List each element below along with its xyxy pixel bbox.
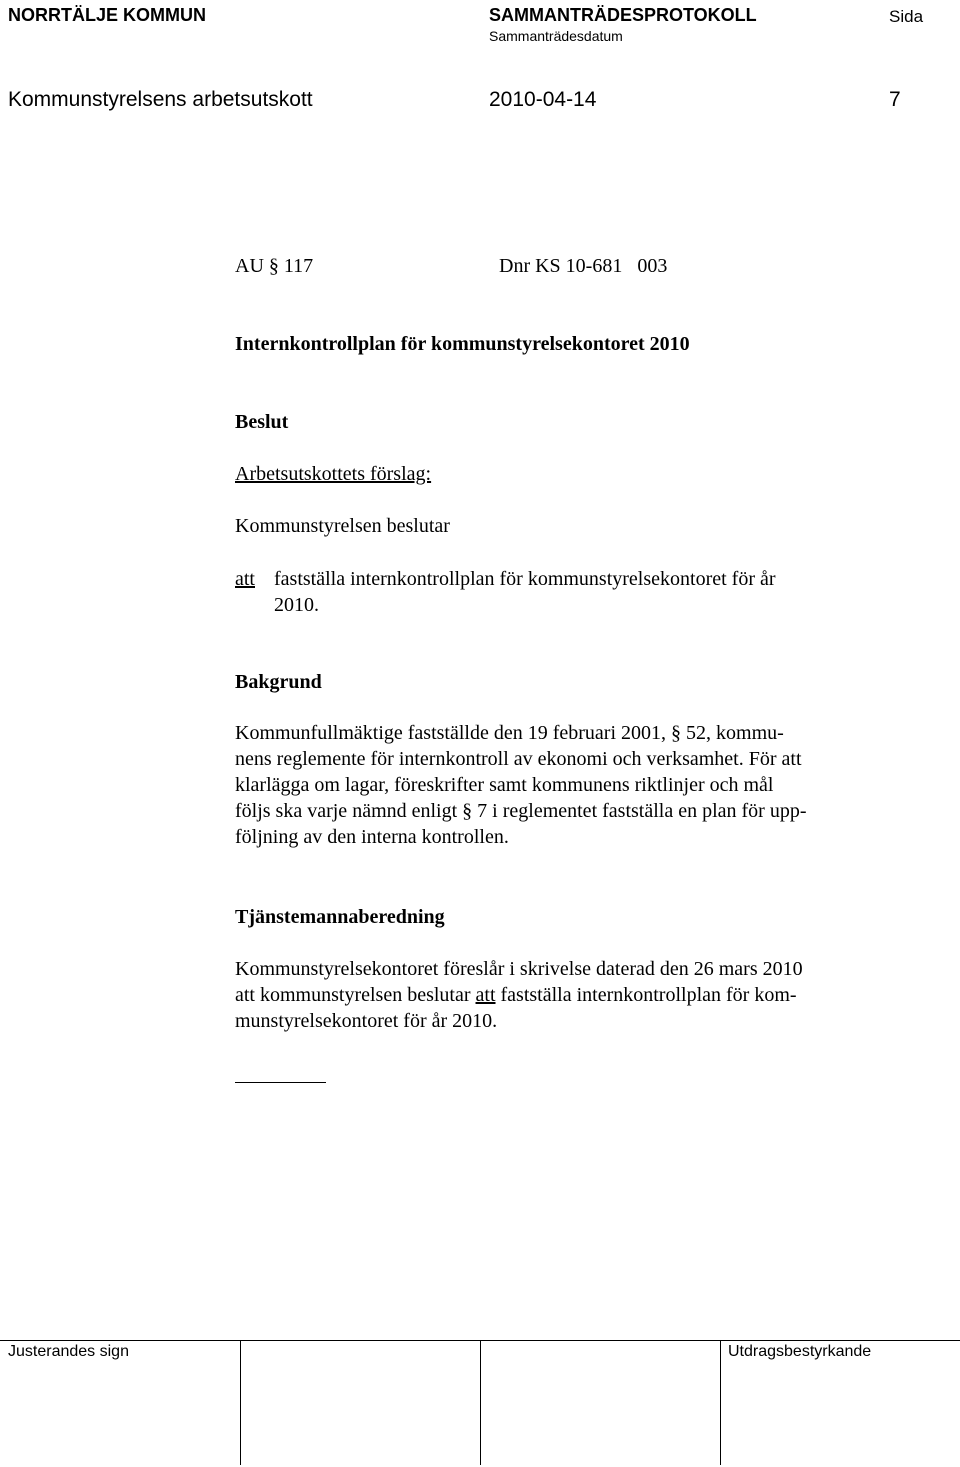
- date-caption: Sammanträdesdatum: [489, 28, 623, 44]
- case-title: Internkontrollplan för kommunstyrelsekontoret 2010: [235, 333, 690, 355]
- page-number: 7: [889, 88, 901, 111]
- signature-cell-divider: [240, 1341, 241, 1465]
- paragraph-reference: AU § 117: [235, 255, 314, 277]
- registration-number: Dnr KS 10-681 003: [499, 255, 668, 277]
- proposal-label: Arbetsutskottets förslag:: [235, 463, 432, 485]
- meeting-date: 2010-04-14: [489, 88, 597, 111]
- decision-item-line: 2010.: [274, 594, 319, 616]
- preparation-line: munstyrelsekontoret för år 2010.: [235, 1010, 498, 1032]
- preparation-line-end: fastställa internkontrollplan för kom-: [495, 984, 797, 1006]
- preparation-att-keyword: att: [475, 984, 496, 1006]
- preparation-line: [235, 982, 885, 1008]
- background-line: Kommunfullmäktige fastställde den 19 februari 2001, § 52, kommu-: [235, 722, 784, 744]
- justerandes-sign-label: Justerandes sign: [8, 1343, 129, 1360]
- decision-intro: Kommunstyrelsen beslutar: [235, 515, 450, 537]
- signature-cell-divider: [720, 1341, 721, 1465]
- document-type: SAMMANTRÄDESPROTOKOLL: [489, 5, 757, 25]
- background-line: nens reglemente för internkontroll av ekonomi och verksamhet. För att: [235, 748, 802, 770]
- decision-item-text: [274, 566, 874, 618]
- background-line: följs ska varje nämnd enligt § 7 i reglementet fastställa en plan för upp-: [235, 800, 807, 822]
- page-caption: Sida: [889, 7, 924, 26]
- decision-heading: Beslut: [235, 411, 289, 433]
- background-heading: Bakgrund: [235, 671, 322, 693]
- decision-item-key: att: [235, 568, 255, 590]
- background-line: följning av den interna kontrollen.: [235, 826, 509, 848]
- committee-name: Kommunstyrelsens arbetsutskott: [8, 88, 313, 111]
- preparation-heading: Tjänstemannaberedning: [235, 906, 445, 928]
- signature-cell-divider: [480, 1341, 481, 1465]
- preparation-paragraph: [235, 956, 885, 1034]
- preparation-line-start: att kommunstyrelsen beslutar: [235, 984, 476, 1006]
- municipality-name: NORRTÄLJE KOMMUN: [8, 5, 206, 25]
- preparation-line: Kommunstyrelsekontoret föreslår i skrivelse daterad den 26 mars 2010: [235, 958, 803, 980]
- background-paragraph: [235, 720, 885, 850]
- background-line: klarlägga om lagar, föreskrifter samt kommunens riktlinjer och mål: [235, 774, 774, 796]
- closing-rule: [235, 1082, 326, 1083]
- utdragsbestyrkande-label: Utdragsbestyrkande: [728, 1343, 872, 1360]
- decision-item-line: fastställa internkontrollplan för kommunstyrelsekontoret för år: [274, 568, 776, 590]
